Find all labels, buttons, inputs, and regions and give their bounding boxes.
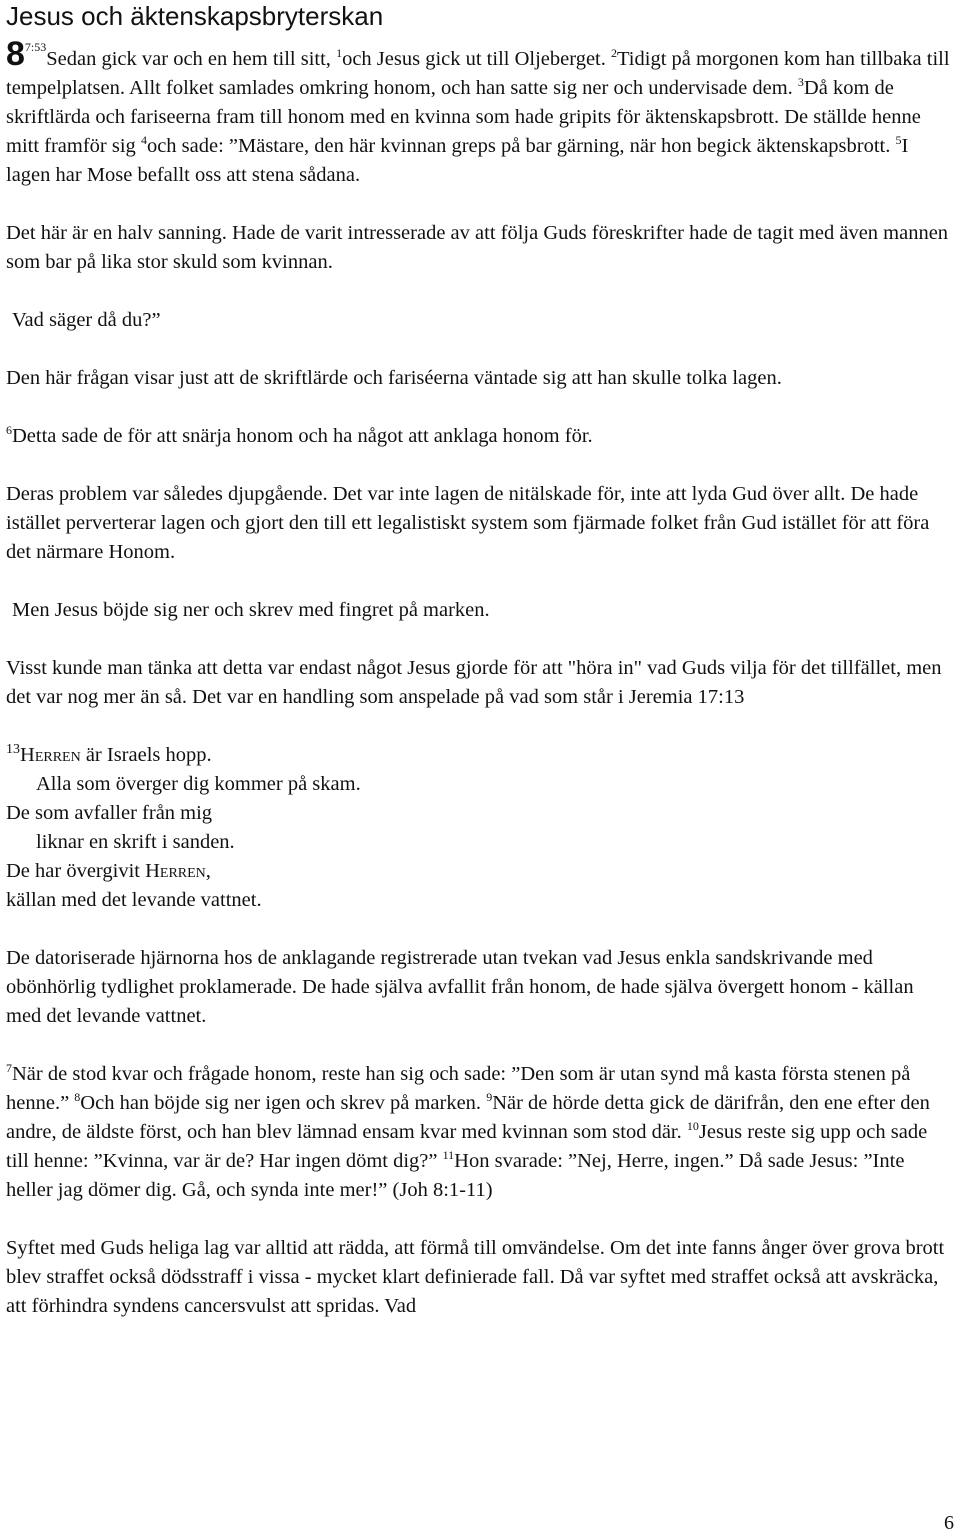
- poem-line: [6, 741, 954, 770]
- poem-text-small-caps: erren: [34, 744, 81, 766]
- scripture-text: och sade: ”Mästare, den här kvinnan greps på bar gärning, när hon begick äktenskapsbrott.: [146, 135, 896, 157]
- commentary-paragraph: Den här frågan visar just att de skriftlärde och fariséerna väntade sig att han skulle tolka lagen.: [6, 367, 782, 389]
- commentary-paragraph: Deras problem var således djupgående. Det var inte lagen de nitälskade för, inte att lyda Gud över allt. De hade istället perverterar lagen och gjort den till ett legalistiskt system som fjärmade folket från Gud istället för att föra det närmare Honom.: [6, 483, 930, 563]
- poem-jeremiah: [6, 741, 954, 915]
- scripture-text: Då kom de skriftlärda och fariseerna fram till honom med en kvinna som hade gripits för äktenskapsbrott. De ställde henne mitt framför sig: [6, 77, 921, 157]
- verse-number: 2: [611, 46, 617, 61]
- poem-line: liknar en skrift i sanden.: [36, 831, 235, 853]
- verse-number: 3: [797, 75, 804, 90]
- verse-number: 6: [6, 423, 12, 438]
- scripture-paragraph: Vad säger då du?”: [12, 309, 161, 331]
- verse-number: 4: [140, 133, 147, 148]
- scripture-text: Hon svarade: ”Nej, Herre, ingen.” Då sade Jesus: ”Inte heller jag dömer dig. Gå, och synda inte mer!” (Joh 8:1-11): [6, 1150, 905, 1201]
- scripture-text: Tidigt på morgonen kom han tillbaka till tempelplatsen. Allt folket samlades omkring honom, och han satte sig ner och undervisade dem.: [6, 48, 950, 99]
- scripture-text: När de stod kvar och frågade honom, reste han sig och sade: ”Den som är utan synd må kasta första stenen på henne.”: [6, 1063, 911, 1114]
- document-page: [6, 0, 954, 1321]
- verse-number: 7: [6, 1061, 12, 1076]
- verse-reference: 7:53: [24, 40, 47, 54]
- poem-line: källan med det levande vattnet.: [6, 889, 262, 911]
- verse-number: 8: [74, 1090, 81, 1105]
- scripture-text: När de hörde detta gick de därifrån, den ene efter den andre, de äldste först, och han blev lämnad ensam kvar med kvinnan som stod där.: [6, 1092, 930, 1143]
- scripture-paragraph-intro: [6, 37, 954, 190]
- page-number: 6: [944, 1512, 954, 1534]
- verse-number: 5: [895, 133, 902, 148]
- poem-text: ,: [205, 860, 211, 882]
- verse-number: 9: [486, 1090, 493, 1105]
- poem-line: Alla som överger dig kommer på skam.: [36, 773, 361, 795]
- verse-number: 1: [336, 46, 343, 61]
- poem-text: H: [20, 744, 35, 766]
- scripture-text: Jesus reste sig upp och sade till henne: ”Kvinna, var är de? Har ingen dömt dig?”: [6, 1121, 928, 1172]
- poem-line: De som avfaller från mig: [6, 802, 213, 824]
- scripture-text: Detta sade de för att snärja honom och ha något att anklaga honom för.: [12, 425, 593, 447]
- verse-number: 13: [6, 742, 20, 758]
- scripture-text: I lagen har Mose befallt oss att stena sådana.: [6, 135, 909, 186]
- commentary-paragraph: Visst kunde man tänka att detta var endast något Jesus gjorde för att "höra in" vad Guds vilja för det tillfället, men det var nog mer än så. Det var en handling som anspelade på vad som står i Jeremia 17:13: [6, 657, 942, 708]
- scripture-paragraph: Men Jesus böjde sig ner och skrev med fingret på marken.: [12, 599, 490, 621]
- poem-text-small-caps: erren: [159, 860, 206, 882]
- chapter-number: 8: [6, 35, 25, 73]
- commentary-paragraph: Det här är en halv sanning. Hade de varit intresserade av att följa Guds föreskrifter hade de tagit med även mannen som bar på lika stor skuld som kvinnan.: [6, 222, 949, 273]
- commentary-paragraph: Syftet med Guds heliga lag var alltid att rädda, att förmå till omvändelse. Om det inte fanns ånger över grova brott blev straffet också dödsstraff i vissa - mycket klart definierade fall. Då var syftet med straffet också att avskräcka, att förhindra syndens cancersvulst att spridas. Vad: [6, 1237, 945, 1317]
- scripture-text: Sedan gick var och en hem till sitt,: [46, 48, 337, 70]
- scripture-paragraph-v7: [6, 1060, 954, 1205]
- scripture-paragraph-v6: [6, 422, 954, 451]
- verse-number: 10: [686, 1119, 699, 1134]
- poem-text: De har övergivit H: [6, 860, 160, 882]
- poem-line: [6, 857, 954, 886]
- verse-number: 11: [442, 1148, 455, 1163]
- scripture-text: och Jesus gick ut till Oljeberget.: [342, 48, 611, 70]
- commentary-paragraph: De datoriserade hjärnorna hos de anklagande registrerade utan tvekan vad Jesus enkla sandskrivande med obönhörlig tydlighet proklamerade. De hade själva avfallit från honom, de hade själva övergett honom - källan med det levande vattnet.: [6, 947, 914, 1027]
- page-title: Jesus och äktenskapsbryterskan: [6, 1, 384, 31]
- scripture-text: Och han böjde sig ner igen och skrev på marken.: [80, 1092, 487, 1114]
- poem-text: är Israels hopp.: [80, 744, 212, 766]
